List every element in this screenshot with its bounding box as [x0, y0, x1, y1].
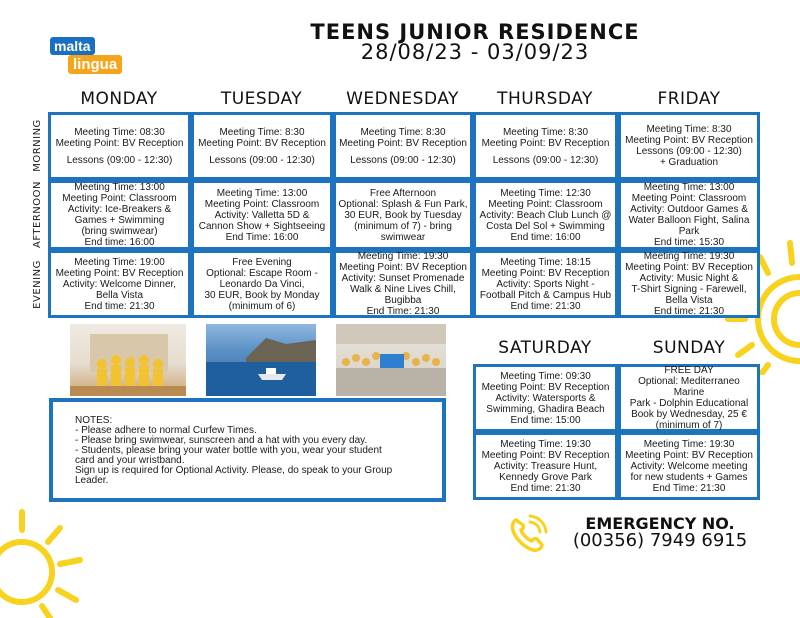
- cell-line: FREE DAY: [664, 365, 714, 376]
- cell-wednesday-morning: [333, 112, 473, 180]
- date-range: 28/08/23 - 03/09/23: [360, 40, 590, 64]
- cell-line: (bring swimwear): [81, 226, 158, 237]
- cell-thursday-evening: [473, 250, 618, 318]
- cell-line: Meeting Point: BV Reception: [198, 137, 326, 149]
- cell-line: Activity: Ice-Breakers &: [67, 204, 172, 215]
- photo-boat-sea: [206, 324, 316, 396]
- cell-line: Games + Swimming: [74, 215, 165, 226]
- notes-line: - Please adhere to normal Curfew Times.: [75, 425, 257, 436]
- cell-friday-morning: [618, 112, 760, 180]
- cell-line: Leonardo Da Vinci,: [219, 278, 305, 290]
- cell-line: Meeting Time: 13:00: [643, 182, 735, 193]
- notes-line: - Please bring swimwear, sunscreen and a hat with you every day.: [75, 435, 368, 446]
- period-label-morning: MORNING: [31, 118, 43, 172]
- cell-line: Lessons (09:00 - 12:30): [636, 146, 742, 157]
- cell-line: Meeting Time: 19:30: [643, 251, 735, 262]
- day-header-thursday: THURSDAY: [497, 89, 593, 109]
- sun-icon-left: [0, 500, 95, 618]
- cell-line: End Time: 16:00: [225, 231, 299, 243]
- cell-line: (minimum of 6): [228, 300, 296, 312]
- cell-wednesday-afternoon: [333, 180, 473, 250]
- day-header-sunday: SUNDAY: [652, 338, 726, 358]
- cell-line: Optional: Splash & Fun Park,: [338, 198, 468, 210]
- cell-monday-afternoon: [48, 180, 191, 250]
- cell-line: 30 EUR, Book by Tuesday: [344, 209, 462, 221]
- day-header-monday: MONDAY: [80, 89, 158, 109]
- cell-line: Optional: Mediterraneo Marine: [638, 376, 740, 398]
- cell-line: Activity: Watersports &: [495, 392, 596, 404]
- cell-line: Activity: Beach Club Lunch @: [479, 209, 612, 221]
- cell-line: Meeting Time: 19:30: [357, 251, 449, 262]
- cell-line: Meeting Time: 19:00: [74, 256, 165, 268]
- cell-line: Meeting Point: BV Reception: [625, 262, 753, 273]
- cell-line: Lessons (09:00 - 12:30): [209, 154, 315, 166]
- cell-line: Meeting Point: BV Reception: [481, 137, 610, 149]
- photo-large-group: [336, 324, 446, 396]
- cell-line: Swimming, Ghadira Beach: [486, 403, 605, 415]
- cell-line: Meeting Time: 08:30: [74, 126, 165, 138]
- cell-tuesday-afternoon: [191, 180, 333, 250]
- cell-line: Lessons (09:00 - 12:30): [492, 154, 599, 166]
- logo-text-lingua: lingua: [68, 55, 122, 74]
- cell-line: End time: 21:30: [510, 300, 581, 312]
- period-label-afternoon: AFTERNOON: [31, 180, 43, 248]
- cell-line: End time: 16:00: [84, 237, 155, 248]
- cell-line: Lessons (09:00 - 12:30): [350, 154, 456, 166]
- cell-line: Bugibba: [384, 295, 422, 306]
- cell-line: Meeting Time: 18:15: [500, 256, 591, 268]
- cell-line: Meeting Time: 8:30: [360, 126, 446, 138]
- cell-line: Park: [678, 226, 700, 237]
- cell-saturday-evening: [473, 432, 618, 500]
- cell-tuesday-evening: [191, 250, 333, 318]
- notes-text: [75, 416, 435, 486]
- cell-line: Meeting Point: BV Reception: [339, 262, 467, 273]
- cell-line: Activity: Music Night &: [639, 273, 739, 284]
- cell-line: Meeting Point: Classroom: [488, 198, 603, 210]
- cell-monday-morning: [48, 112, 191, 180]
- cell-thursday-afternoon: [473, 180, 618, 250]
- day-header-friday: FRIDAY: [657, 89, 721, 109]
- cell-saturday-day: [473, 364, 618, 432]
- cell-line: End time: 15:30: [653, 237, 725, 248]
- cell-line: Meeting Point: BV Reception: [55, 137, 184, 149]
- photo-group-students: [70, 324, 186, 396]
- emergency-label: EMERGENCY NO.: [585, 514, 735, 533]
- notes-box: [49, 398, 446, 502]
- notes-heading: NOTES:: [75, 415, 113, 426]
- day-header-saturday: SATURDAY: [498, 338, 592, 358]
- cell-line: Activity: Sports Night -: [496, 278, 595, 290]
- cell-line: Activity: Outdoor Games &: [630, 204, 748, 215]
- cell-line: Football Pitch & Campus Hub: [479, 289, 612, 301]
- cell-line: Meeting Point: BV Reception: [339, 137, 467, 149]
- page-title: TEENS JUNIOR RESIDENCE: [310, 20, 640, 44]
- cell-line: Meeting Time: 8:30: [646, 124, 732, 135]
- cell-line: T-Shirt Signing - Farewell,: [631, 284, 747, 295]
- cell-line: Bella Vista: [95, 289, 144, 301]
- phone-icon: [508, 514, 548, 554]
- cell-line: (minimum of 7) - bring: [354, 220, 452, 232]
- cell-line: Activity: Welcome meeting: [630, 460, 748, 472]
- cell-tuesday-morning: [191, 112, 333, 180]
- cell-line: End time: 16:00: [510, 231, 581, 243]
- cell-line: Activity: Welcome Dinner,: [62, 278, 177, 290]
- cell-line: Meeting Time: 19:30: [643, 438, 735, 450]
- cell-line: Activity: Valletta 5D &: [214, 209, 310, 221]
- cell-line: Meeting Point: BV Reception: [481, 449, 610, 461]
- cell-friday-afternoon: [618, 180, 760, 250]
- day-header-tuesday: TUESDAY: [220, 89, 303, 109]
- cell-line: Meeting Point: BV Reception: [481, 267, 610, 279]
- cell-line: Meeting Point: Classroom: [62, 193, 177, 204]
- cell-line: Kennedy Grove Park: [499, 471, 592, 483]
- notes-line: card and your wristband.: [75, 455, 185, 466]
- cell-line: Meeting Point: BV Reception: [55, 267, 184, 279]
- cell-line: Meeting Time: 8:30: [219, 126, 305, 138]
- cell-line: + Graduation: [659, 157, 719, 168]
- period-label-evening: EVENING: [31, 259, 43, 309]
- cell-line: Meeting Point: BV Reception: [625, 449, 753, 461]
- cell-line: Park - Dolphin Educational: [629, 398, 749, 409]
- cell-line: Cannon Show + Sightseeing: [198, 220, 326, 232]
- notes-line: Leader.: [75, 475, 109, 486]
- cell-line: Meeting Point: BV Reception: [625, 135, 753, 146]
- cell-line: End Time: 21:30: [366, 306, 440, 317]
- cell-line: Costa Del Sol + Swimming: [486, 220, 605, 232]
- cell-line: Activity: Sunset Promenade: [341, 273, 465, 284]
- cell-line: Activity: Treasure Hunt,: [493, 460, 598, 472]
- cell-wednesday-evening: [333, 250, 473, 318]
- cell-line: Meeting Time: 19:30: [500, 438, 591, 450]
- cell-line: Optional: Escape Room -: [206, 267, 318, 279]
- cell-line: End time: 21:30: [510, 482, 581, 494]
- notes-line: Sign up is required for Optional Activity. Please, do speak to your Group: [75, 465, 393, 476]
- cell-line: Free Evening: [232, 256, 292, 268]
- cell-line: Meeting Point: Classroom: [631, 193, 747, 204]
- cell-line: Meeting Time: 09:30: [500, 370, 591, 382]
- malta-lingua-logo: [50, 37, 130, 79]
- cell-line: Book by Wednesday, 25 €: [631, 409, 747, 420]
- day-header-wednesday: WEDNESDAY: [346, 89, 459, 109]
- notes-line: - Students, please bring your water bottle with you, wear your student: [75, 445, 382, 456]
- cell-line: Meeting Time: 8:30: [502, 126, 589, 138]
- cell-monday-evening: [48, 250, 191, 318]
- cell-line: Meeting Time: 13:00: [74, 182, 165, 193]
- cell-line: Meeting Time: 12:30: [500, 187, 591, 199]
- emergency-number: (00356) 7949 6915: [572, 530, 748, 551]
- cell-line: End time: 21:30: [653, 306, 725, 317]
- cell-line: Free Afternoon: [369, 187, 437, 199]
- cell-line: Walk & Nine Lives Chill,: [350, 284, 456, 295]
- cell-line: swimwear: [380, 231, 426, 243]
- cell-line: Lessons (09:00 - 12:30): [66, 154, 173, 166]
- cell-line: 30 EUR, Book by Monday: [204, 289, 320, 301]
- cell-line: Meeting Time: 13:00: [216, 187, 308, 199]
- cell-line: Meeting Point: Classroom: [204, 198, 320, 210]
- cell-line: Water Balloon Fight, Salina: [628, 215, 750, 226]
- cell-line: End time: 21:30: [84, 300, 155, 312]
- logo-text-malta: malta: [50, 37, 95, 55]
- cell-line: Bella Vista: [665, 295, 713, 306]
- cell-friday-evening: [618, 250, 760, 318]
- cell-thursday-morning: [473, 112, 618, 180]
- cell-line: End time: 15:00: [510, 414, 581, 426]
- cell-sunday-evening: [618, 432, 760, 500]
- cell-line: End Time: 21:30: [652, 482, 726, 494]
- cell-line: Meeting Point: BV Reception: [481, 381, 610, 393]
- cell-line: (minimum of 7): [655, 420, 723, 431]
- cell-line: for new students + Games: [630, 471, 748, 483]
- cell-sunday-day: [618, 364, 760, 432]
